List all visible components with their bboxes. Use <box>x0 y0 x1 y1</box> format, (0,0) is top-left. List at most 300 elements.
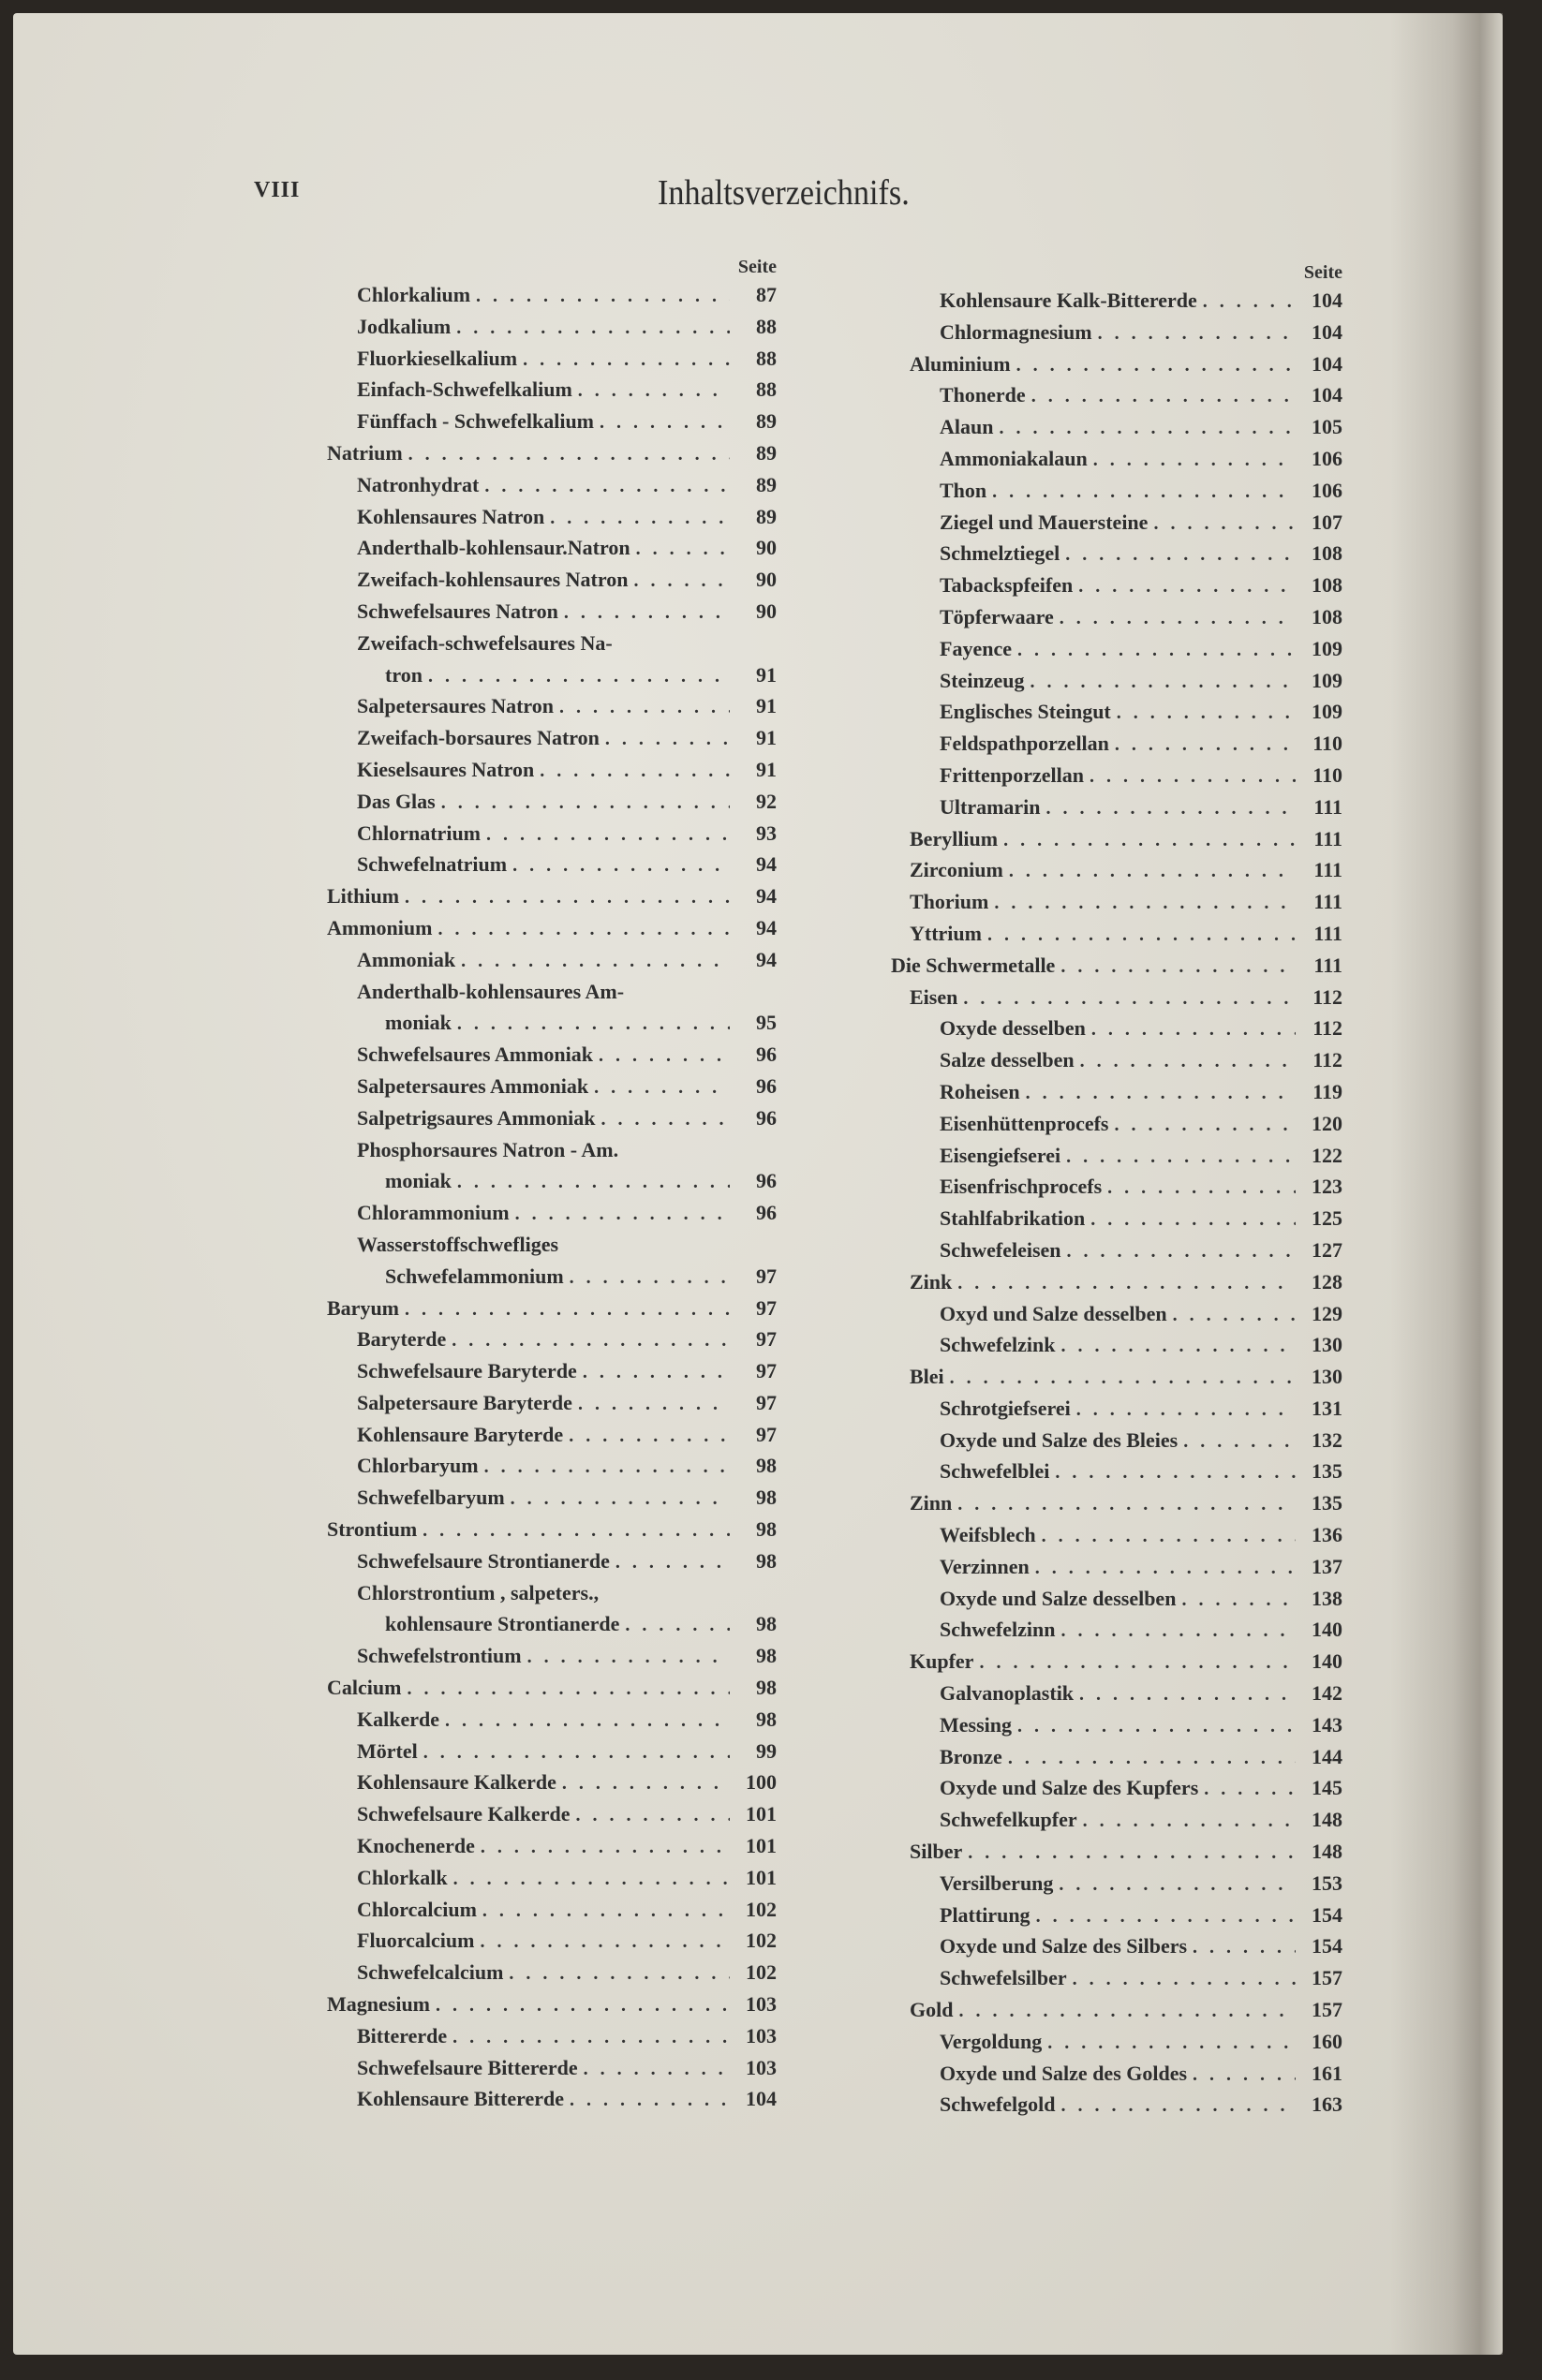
toc-entry <box>327 568 777 599</box>
toc-entry-page: 90 <box>756 599 777 623</box>
toc-entry-title: Steinzeug <box>940 668 1025 692</box>
toc-entry-page: 102 <box>746 1960 777 1985</box>
toc-entry-page: 88 <box>756 377 777 402</box>
toc-entry-title: Eisenhüttenprocefs <box>940 1111 1109 1135</box>
toc-entry-title: Fayence <box>940 636 1012 660</box>
toc-entry-page: 106 <box>1312 478 1342 502</box>
toc-entry-title: Zweifach-kohlensaures Natron <box>357 568 629 592</box>
toc-entry-page: 91 <box>756 757 777 781</box>
toc-entry-title: Oxyde und Salze desselben <box>940 1586 1177 1610</box>
toc-entry-title: Oxyde und Salze des Kupfers <box>940 1776 1199 1800</box>
toc-entry <box>910 1491 1342 1523</box>
dot-leader <box>600 412 730 434</box>
toc-entry-page: 94 <box>756 915 777 939</box>
toc-entry-page: 138 <box>1312 1586 1342 1610</box>
toc-entry-title: Das Glas <box>357 789 436 813</box>
dot-leader <box>1059 1874 1296 1896</box>
toc-entry <box>327 1960 777 1992</box>
toc-entry <box>910 1080 1342 1112</box>
toc-entry <box>327 1676 777 1707</box>
toc-entry-page: 140 <box>1312 1649 1342 1674</box>
dot-leader <box>1067 1241 1296 1263</box>
dot-leader <box>1115 734 1296 756</box>
toc-entry <box>910 2030 1342 2062</box>
toc-entry-page: 153 <box>1312 1870 1342 1895</box>
toc-entry-title: Oxyde desselben <box>940 1016 1086 1041</box>
dot-leader <box>540 761 730 782</box>
toc-entry-title: Einfach-Schwefelkalium <box>357 377 572 402</box>
toc-entry-title: Zweifach-borsaures Natron <box>357 726 600 750</box>
toc-entry-page: 96 <box>756 1073 777 1098</box>
toc-entry-title: Schwefelstrontium <box>357 1644 522 1668</box>
dot-leader <box>1076 1399 1296 1421</box>
toc-entry-page: 94 <box>756 852 777 877</box>
toc-entry <box>327 1644 777 1676</box>
toc-entry-page: 157 <box>1312 1966 1342 1990</box>
toc-entry-title: Schwefelzink <box>940 1333 1056 1357</box>
toc-entry-title: Mörtel <box>357 1738 418 1763</box>
toc-entry-page: 104 <box>1312 288 1342 312</box>
dot-leader <box>968 1842 1296 1864</box>
toc-entry <box>910 1713 1342 1745</box>
dot-leader <box>1079 1684 1296 1706</box>
dot-leader <box>484 476 730 497</box>
seite-label-right: Seite <box>1303 262 1342 283</box>
dot-leader <box>583 1362 730 1383</box>
toc-entry-title: Wasserstoffschwefliges <box>357 1232 559 1256</box>
toc-entry-page: 90 <box>756 568 777 592</box>
toc-entry-title: Magnesium <box>327 1992 430 2017</box>
toc-entry-page: 92 <box>756 789 777 813</box>
dot-leader <box>605 729 730 750</box>
dot-leader <box>1060 608 1296 629</box>
toc-entry <box>910 827 1342 859</box>
toc-entry <box>910 922 1342 953</box>
toc-entry-page: 102 <box>746 1897 777 1921</box>
dot-leader <box>457 1013 730 1035</box>
toc-entry-page: 111 <box>1313 826 1342 850</box>
dot-leader <box>578 380 730 402</box>
dot-leader <box>994 893 1296 914</box>
toc-entry-title: Schwefelammonium <box>385 1264 564 1288</box>
toc-entry-title: Chlorkalium <box>357 283 471 306</box>
dot-leader <box>1066 1146 1296 1168</box>
toc-entry <box>327 2087 777 2119</box>
toc-entry-page: 154 <box>1312 1902 1342 1927</box>
dot-leader <box>480 1931 730 1953</box>
dot-leader <box>979 1652 1296 1674</box>
toc-entry <box>327 1834 777 1866</box>
toc-entry-title: Oxyde und Salze des Goldes <box>940 2061 1188 2085</box>
toc-entry-page: 111 <box>1313 890 1342 914</box>
toc-entry-page: 108 <box>1312 573 1342 598</box>
toc-entry-page: 104 <box>1312 351 1342 376</box>
toc-entry <box>327 599 777 631</box>
dot-leader <box>1036 1906 1296 1928</box>
toc-entry <box>910 1555 1342 1587</box>
dot-leader <box>1047 2033 1296 2054</box>
toc-entry <box>910 1397 1342 1428</box>
toc-entry-title: Schwefelblei <box>940 1459 1050 1484</box>
toc-entry-page: 101 <box>746 1802 777 1826</box>
toc-entry-page: 142 <box>1312 1681 1342 1706</box>
dot-leader <box>1183 1431 1296 1453</box>
toc-entry-page: 157 <box>1312 1998 1342 2022</box>
toc-entry-page: 132 <box>1312 1427 1342 1452</box>
dot-leader <box>423 1742 730 1764</box>
toc-entry-page: 103 <box>746 1992 777 2017</box>
dot-leader <box>564 602 730 624</box>
toc-entry <box>910 1808 1342 1840</box>
dot-leader <box>1030 672 1296 693</box>
toc-entry-page: 94 <box>756 947 777 971</box>
toc-entry <box>327 473 777 505</box>
dot-leader <box>636 539 730 560</box>
dot-leader <box>550 508 730 529</box>
toc-entry-title: Chlormagnesium <box>940 319 1092 344</box>
book-page <box>13 13 1503 2355</box>
toc-entry <box>327 1454 777 1486</box>
toc-entry <box>327 1011 777 1042</box>
toc-entry-title: Silber <box>910 1840 963 1864</box>
toc-entry <box>327 758 777 790</box>
toc-entry-page: 94 <box>756 884 777 909</box>
toc-entry-page: 98 <box>756 1612 777 1636</box>
toc-entry <box>910 1840 1342 1871</box>
toc-entry <box>327 1517 777 1549</box>
dot-leader <box>461 951 730 972</box>
toc-entry-title: Versilberung <box>940 1870 1054 1895</box>
dot-leader <box>1026 1083 1296 1104</box>
toc-entry-page: 163 <box>1312 2092 1342 2117</box>
dot-leader <box>594 1077 730 1099</box>
toc-entry <box>327 1201 777 1233</box>
dot-leader <box>523 349 730 371</box>
toc-entry <box>327 347 777 378</box>
toc-entry <box>910 605 1342 637</box>
toc-entry-title: Chlornatrium <box>357 820 481 845</box>
toc-entry-page: 143 <box>1312 1712 1342 1737</box>
toc-entry-page: 87 <box>756 283 777 306</box>
toc-entry-page: 128 <box>1312 1269 1342 1293</box>
toc-entry <box>327 1898 777 1929</box>
dot-leader <box>992 481 1296 503</box>
toc-entry <box>910 637 1342 669</box>
toc-entry-page: 89 <box>756 440 777 465</box>
dot-leader <box>963 988 1296 1010</box>
toc-entry-title: Thon <box>940 478 987 502</box>
page-title: Inhaltsverzeichnifs. <box>658 173 910 213</box>
dot-leader <box>1080 1051 1296 1072</box>
toc-entry-title: Thonerde <box>940 383 1026 407</box>
toc-entry-title: Chlorbaryum <box>357 1454 479 1478</box>
toc-entry <box>327 948 777 980</box>
toc-entry-title: Schwefeleisen <box>940 1237 1061 1262</box>
toc-entry <box>327 1486 777 1517</box>
toc-entry-page: 129 <box>1312 1301 1342 1325</box>
toc-entry-page: 97 <box>756 1422 777 1446</box>
toc-entry-page: 96 <box>756 1105 777 1130</box>
dot-leader <box>405 1299 730 1321</box>
toc-entry-page: 111 <box>1313 794 1342 819</box>
toc-entry-title: Töpferwaare <box>940 604 1054 628</box>
toc-entry-page: 104 <box>1312 319 1342 344</box>
toc-entry-page: 89 <box>756 472 777 496</box>
seite-label-left: Seite <box>737 257 777 277</box>
toc-entry-page: 112 <box>1312 984 1342 1009</box>
toc-entry-page: 148 <box>1312 1840 1342 1864</box>
toc-entry-page: 123 <box>1312 1175 1342 1199</box>
toc-entry-page: 90 <box>756 536 777 560</box>
dot-leader <box>509 1963 730 1985</box>
toc-entry-page: 99 <box>756 1738 777 1763</box>
toc-entry <box>910 1365 1342 1397</box>
toc-entry-page: 130 <box>1312 1333 1342 1357</box>
toc-entry-title: Chlorammonium <box>357 1201 510 1225</box>
toc-entry-title: Knochenerde <box>357 1834 475 1858</box>
toc-entry-page: 161 <box>1312 2061 1342 2085</box>
toc-entry <box>910 288 1342 320</box>
dot-leader <box>1031 386 1296 407</box>
toc-entry <box>327 1992 777 2024</box>
toc-entry-title: Schwefelsaure Baryterde <box>357 1359 577 1383</box>
dot-leader <box>999 418 1296 439</box>
toc-entry <box>910 573 1342 605</box>
toc-entry-page: 108 <box>1312 541 1342 566</box>
toc-entry <box>910 1871 1342 1903</box>
toc-entry-page: 98 <box>756 1517 777 1542</box>
toc-entry-page: 98 <box>756 1707 777 1731</box>
toc-entry <box>327 1106 777 1138</box>
toc-entry-title: Frittenporzellan <box>940 762 1084 787</box>
dot-leader <box>1060 1336 1296 1357</box>
toc-entry <box>910 1523 1342 1555</box>
dot-leader <box>441 792 730 814</box>
dot-leader <box>1193 1937 1296 1959</box>
dot-leader <box>512 855 730 877</box>
dot-leader <box>1009 861 1296 882</box>
toc-entry-title: Chlorkalk <box>357 1865 448 1889</box>
toc-entry-title: Schwefelsaures Ammoniak <box>357 1042 593 1067</box>
toc-entry-page: 111 <box>1313 921 1342 945</box>
toc-entry-title: Oxyde und Salze des Silbers <box>940 1934 1188 1959</box>
toc-entry-title: Englisches Steingut <box>940 700 1111 724</box>
toc-entry-page: 93 <box>756 820 777 845</box>
toc-entry-page: 148 <box>1312 1808 1342 1832</box>
toc-entry-title: Schwefelnatrium <box>357 852 508 877</box>
toc-entry <box>327 1612 777 1644</box>
page-number-folio: VIII <box>254 178 301 202</box>
toc-entry-title: Zinn <box>910 1491 953 1515</box>
toc-entry-page: 101 <box>746 1834 777 1858</box>
toc-entry-title: Schwefelkupfer <box>940 1808 1077 1832</box>
toc-entry <box>910 858 1342 890</box>
toc-entry-title: Die Schwermetalle <box>891 953 1056 977</box>
dot-leader <box>1060 956 1296 978</box>
dot-leader <box>584 2059 730 2080</box>
toc-entry-title: Beryllium <box>910 826 999 850</box>
toc-entry <box>327 315 777 347</box>
toc-entry-title: Alaun <box>940 415 994 439</box>
dot-leader <box>1055 1462 1296 1484</box>
toc-entry-title: Gold <box>910 1998 954 2022</box>
dot-leader <box>1046 798 1296 820</box>
dot-leader <box>515 1204 730 1225</box>
dot-leader <box>1193 2064 1296 2086</box>
toc-entry <box>910 320 1342 352</box>
toc-entry-title: Fluorcalcium <box>357 1929 475 1953</box>
toc-entry-page: 88 <box>756 314 777 338</box>
toc-entry <box>327 1138 777 1170</box>
toc-entry <box>910 1302 1342 1334</box>
toc-entry <box>327 1359 777 1391</box>
dot-leader <box>957 1273 1296 1294</box>
dot-leader <box>1090 766 1296 788</box>
toc-entry <box>910 1618 1342 1649</box>
running-head <box>13 173 1503 225</box>
toc-entry-page: 110 <box>1312 732 1342 756</box>
toc-entry <box>327 663 777 695</box>
dot-leader <box>1073 1969 1296 1990</box>
toc-entry-title: Natronhydrat <box>357 472 480 496</box>
toc-entry-page: 109 <box>1312 636 1342 660</box>
toc-entry-page: 97 <box>756 1359 777 1383</box>
toc-entry-page: 111 <box>1313 953 1342 977</box>
toc-entry <box>327 1707 777 1739</box>
toc-entry-title: Zirconium <box>910 858 1003 882</box>
toc-entry-page: 112 <box>1312 1016 1342 1041</box>
toc-entry <box>910 763 1342 795</box>
toc-entry-page: 97 <box>756 1295 777 1320</box>
toc-entry-title: Feldspathporzellan <box>940 732 1109 756</box>
toc-entry-page: 127 <box>1312 1237 1342 1262</box>
toc-entry <box>910 1649 1342 1681</box>
toc-entry <box>910 1587 1342 1619</box>
toc-entry <box>327 1770 777 1802</box>
toc-entry-page: 120 <box>1312 1111 1342 1135</box>
dot-leader <box>578 1394 730 1415</box>
dot-leader <box>1003 830 1296 851</box>
dot-leader <box>1181 1589 1296 1611</box>
dot-leader <box>1065 544 1296 566</box>
toc-entry-title: Schwefelcalcium <box>357 1960 504 1985</box>
toc-entry-page: 109 <box>1312 668 1342 692</box>
toc-entry <box>910 479 1342 510</box>
dot-leader <box>407 1678 730 1700</box>
toc-entry-title: kohlensaure Strontianerde <box>385 1612 620 1636</box>
toc-entry <box>327 1423 777 1455</box>
toc-entry-title: moniak <box>385 1011 452 1035</box>
toc-entry-title: Yttrium <box>910 921 982 945</box>
toc-entry <box>910 415 1342 447</box>
dot-leader <box>615 1552 730 1574</box>
dot-leader <box>1098 323 1296 345</box>
toc-entry <box>910 1238 1342 1270</box>
dot-leader <box>408 444 730 466</box>
toc-entry-title: Ziegel und Mauersteine <box>940 510 1149 534</box>
dot-leader <box>1016 355 1296 377</box>
toc-entry <box>910 1206 1342 1238</box>
toc-entry-page: 140 <box>1312 1618 1342 1642</box>
dot-leader <box>486 824 730 846</box>
toc-entry-title: Roheisen <box>940 1079 1020 1103</box>
toc-entry-page: 91 <box>756 662 777 687</box>
toc-entry <box>327 821 777 853</box>
toc-entry <box>910 700 1342 732</box>
toc-entry <box>327 1296 777 1328</box>
toc-entry-title: Anderthalb-kohlensaures Am- <box>357 979 625 1003</box>
toc-entry-page: 104 <box>746 2087 777 2111</box>
toc-entry <box>327 536 777 568</box>
toc-entry-page: 96 <box>756 1042 777 1067</box>
toc-entry-page: 109 <box>1312 700 1342 724</box>
toc-entry <box>327 283 777 315</box>
dot-leader <box>456 318 730 339</box>
toc-entry <box>327 694 777 726</box>
dot-leader <box>1107 1177 1296 1199</box>
dot-leader <box>405 887 730 909</box>
toc-entry <box>910 1998 1342 2030</box>
toc-entry-title: Ammonium <box>327 915 433 939</box>
toc-entry-title: Zweifach-schwefelsaures Na- <box>357 630 613 655</box>
toc-entry-page: 145 <box>1312 1776 1342 1800</box>
toc-entry-title: Schwefelsaures Natron <box>357 599 558 623</box>
dot-leader <box>482 1900 730 1922</box>
toc-entry-title: Kohlensaure Baryterde <box>357 1422 564 1446</box>
toc-entry-page: 119 <box>1312 1079 1342 1103</box>
dot-leader <box>1017 1716 1296 1737</box>
toc-entry-title: Kupfer <box>910 1649 974 1674</box>
dot-leader <box>1017 640 1296 661</box>
toc-entry <box>910 510 1342 542</box>
dot-leader <box>625 1615 730 1636</box>
toc-entry <box>327 631 777 663</box>
toc-entry-title: Kalkerde <box>357 1707 439 1731</box>
toc-entry-title: Ammoniakalaun <box>940 446 1088 470</box>
dot-leader <box>570 1267 730 1289</box>
toc-entry-page: 103 <box>746 2055 777 2079</box>
toc-entry <box>327 1929 777 1960</box>
toc-entry <box>327 409 777 441</box>
toc-entry <box>327 377 777 409</box>
toc-entry-title: Tabackspfeifen <box>940 573 1074 598</box>
toc-entry-title: Bronze <box>940 1744 1002 1768</box>
toc-entry-title: Schwefelsaure Bittererde <box>357 2055 578 2079</box>
toc-entry <box>910 1016 1342 1048</box>
toc-entry-page: 98 <box>756 1548 777 1573</box>
toc-entry <box>327 1549 777 1581</box>
toc-entry-title: Lithium <box>327 884 400 909</box>
toc-entry-title: Oxyde und Salze des Bleies <box>940 1427 1179 1452</box>
toc-entry <box>910 1966 1342 1998</box>
dot-leader <box>445 1710 730 1732</box>
toc-entry-title: Calcium <box>327 1676 402 1700</box>
toc-entry <box>327 1739 777 1771</box>
toc-entry <box>910 1934 1342 1966</box>
toc-entry <box>327 2024 777 2056</box>
toc-entry-title: Eisengiefserei <box>940 1143 1061 1167</box>
dot-leader <box>1153 513 1296 535</box>
toc-entry-title: Kohlensaure Kalk-Bittererde <box>940 288 1197 312</box>
toc-entry-title: Schmelztiegel <box>940 541 1060 566</box>
toc-entry-title: Schwefelsilber <box>940 1966 1067 1990</box>
toc-entry <box>327 1042 777 1074</box>
toc-entry-title: Bittererde <box>357 2023 448 2047</box>
toc-entry <box>910 1270 1342 1302</box>
toc-entry <box>910 541 1342 573</box>
dot-leader <box>570 2090 730 2111</box>
toc-entry-title: Salpetersaures Natron <box>357 694 555 718</box>
